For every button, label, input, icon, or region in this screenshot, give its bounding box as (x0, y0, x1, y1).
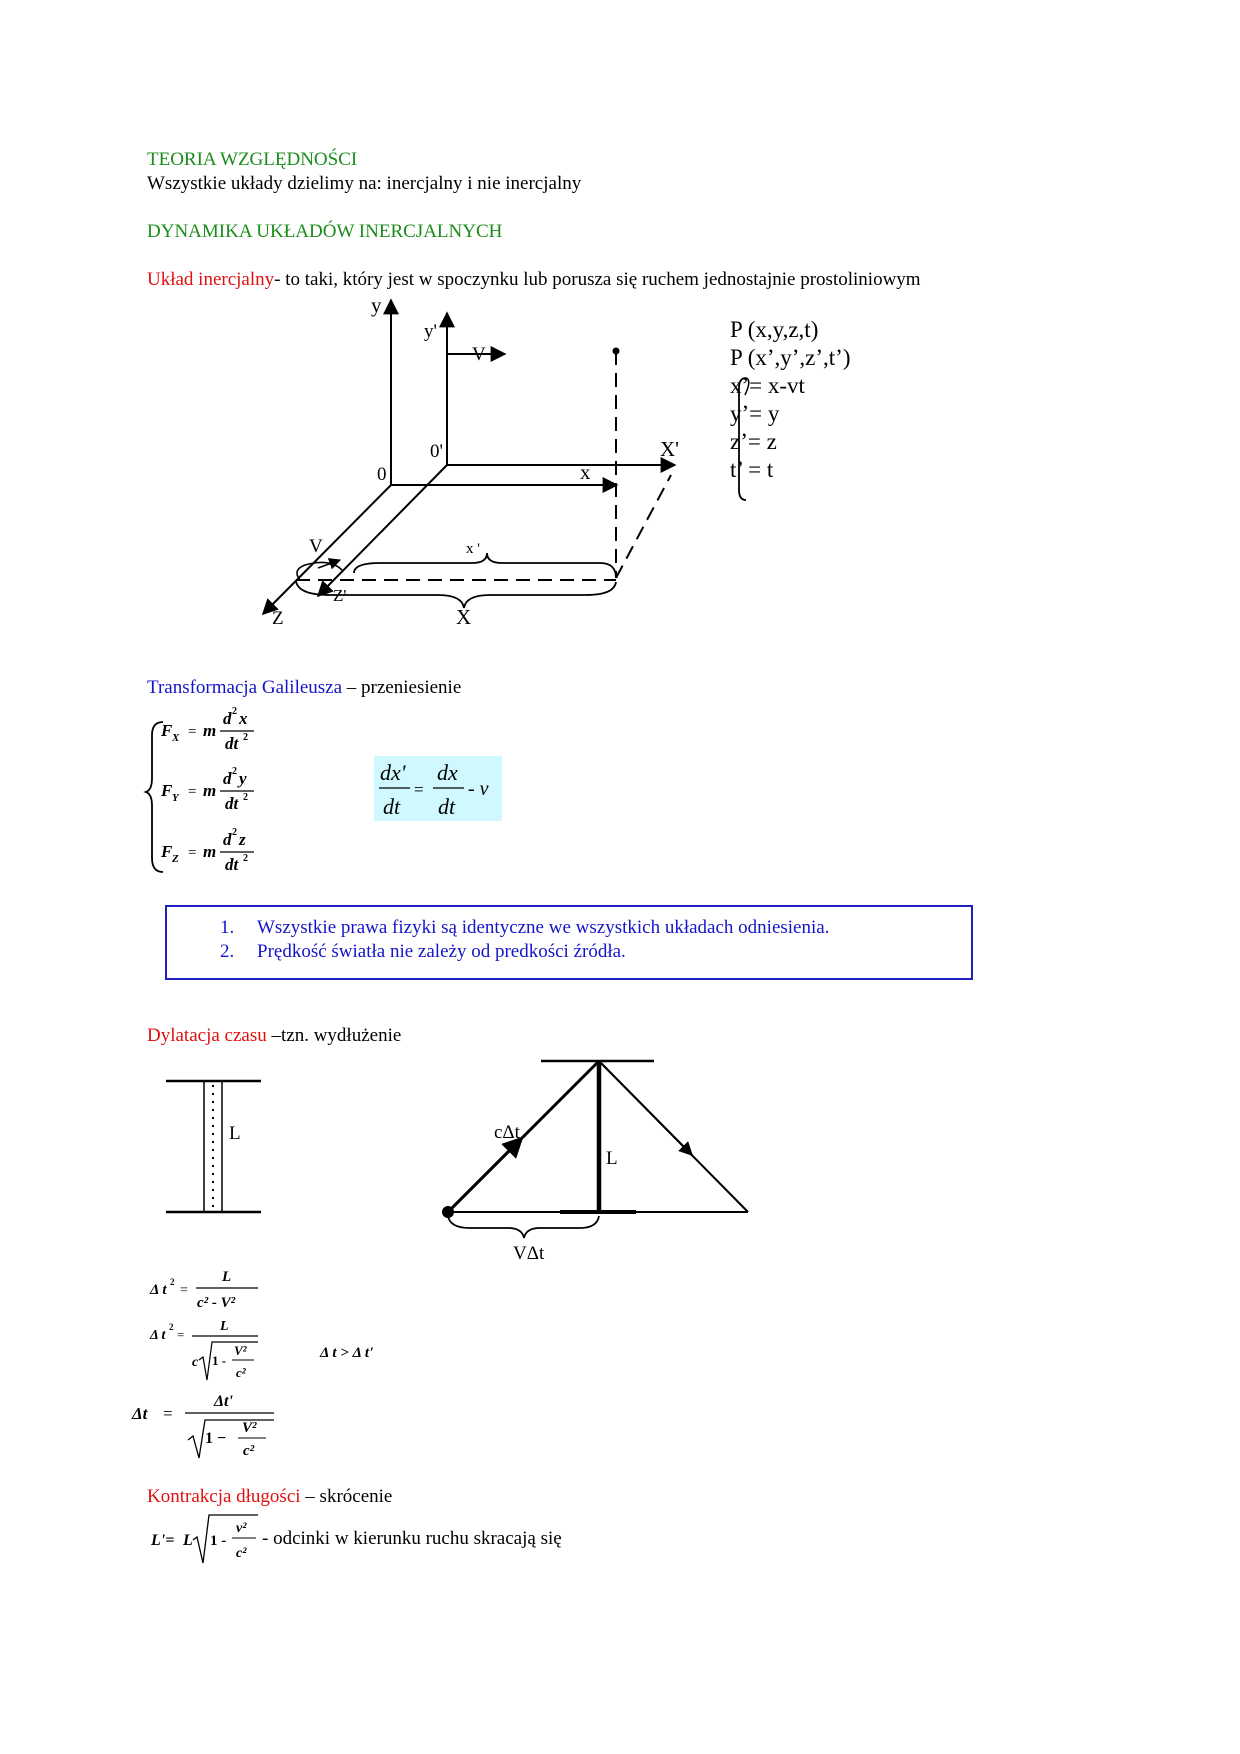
f3-one: 1 − (205, 1430, 227, 1447)
fz-den-sq: 2 (243, 853, 248, 864)
label-origin: 0 (377, 464, 387, 485)
velocity-minus-v: - v (468, 778, 489, 800)
fz-num-z: z (239, 830, 246, 849)
velocity-den1: dt (383, 794, 401, 819)
fy-num-sq: 2 (232, 766, 237, 777)
contraction-lhs: L'= (151, 1532, 175, 1549)
label-L-right: L (606, 1148, 618, 1169)
label-z-prime: Z' (333, 586, 347, 605)
velocity-den2: dt (438, 794, 456, 819)
velocity-eq: = (414, 780, 424, 799)
velocity-num2: dx (437, 760, 458, 785)
dilation-definition: –tzn. wydłużenie (266, 1025, 402, 1046)
f2-den-c2: c² (236, 1365, 246, 1380)
postulate-2-text: Prędkość światła nie zależy od predkości źródła. (257, 941, 626, 962)
fx-num-sq: 2 (232, 706, 237, 717)
fx-lhs: F (161, 721, 173, 740)
fy-sub: Y (172, 792, 179, 804)
f2-num: L (220, 1319, 229, 1334)
f1-den: c² - V² (197, 1295, 236, 1311)
svg-text:2: 2 (170, 1277, 175, 1287)
f3-eq: = (163, 1404, 173, 1423)
label-v: V (472, 344, 486, 365)
f2-den-c: c (192, 1355, 199, 1370)
f1-eq: = (180, 1283, 188, 1298)
dilation-term: Dylatacja czasu (147, 1025, 267, 1046)
f2-eq: = (177, 1327, 185, 1342)
postulate-1-num: 1. (220, 917, 235, 938)
f1-lhs: Δ t (150, 1282, 167, 1298)
contraction-term: Kontrakcja długości (147, 1486, 301, 1507)
label-vdt: VΔt (513, 1243, 545, 1264)
label-z: Z (272, 608, 284, 629)
dynamics-heading: DYNAMIKA UKŁADÓW INERCJALNYCH (147, 221, 503, 242)
label-x-brace: X (456, 605, 472, 629)
eq-p-prime: P (x’,y’,z’,t’) (730, 345, 851, 370)
contraction-L: L (183, 1532, 193, 1549)
f2-lhs: Δ t (150, 1328, 166, 1343)
galileo-term: Transformacja Galileusza (147, 677, 343, 698)
fx-sub: X (172, 732, 180, 744)
fy-lhs: F (161, 781, 173, 800)
fy-m: m (203, 781, 217, 800)
contraction-definition: – skrócenie (300, 1486, 393, 1507)
eq-y-prime: y’= y (730, 401, 780, 426)
fz-sub: Z (172, 853, 179, 865)
label-y: y (371, 293, 382, 317)
fx-num-x: x (239, 709, 248, 728)
fy-num-y: y (239, 769, 247, 788)
label-x: x (580, 460, 591, 484)
fy-eq: = (188, 784, 197, 800)
label-x-prime-brace: x ' (466, 541, 480, 557)
contraction-note: - odcinki w kierunku ruchu skracają się (262, 1528, 562, 1549)
contraction-one: 1 - (210, 1533, 227, 1549)
fy-den-sq: 2 (243, 792, 248, 803)
f1-num: L (222, 1269, 232, 1285)
document-title: TEORIA WZGLĘDNOŚCI (147, 149, 358, 170)
label-x-prime: X' (660, 437, 679, 461)
f3-num: Δt' (214, 1393, 233, 1410)
fx-num-d: d (223, 709, 232, 728)
label-y-prime: y' (424, 321, 437, 342)
fz-den: dt (225, 855, 239, 874)
label-cdt: cΔt (494, 1122, 520, 1143)
label-v-small: V (309, 536, 323, 557)
label-origin-prime: 0' (430, 441, 443, 462)
label-L-left: L (229, 1123, 241, 1144)
fy-num-d: d (223, 769, 232, 788)
eq-x-prime: x’= x-vt (730, 373, 805, 398)
fz-num-sq: 2 (232, 827, 237, 838)
fx-eq: = (188, 724, 197, 740)
f3-lhs: Δt (132, 1404, 148, 1423)
inertial-definition: - to taki, który jest w spoczynku lub porusza się ruchem jednostajnie prostoliniowym (274, 269, 921, 290)
f3-v2: V² (242, 1420, 257, 1436)
svg-text:2: 2 (169, 1322, 174, 1332)
fz-eq: = (188, 845, 197, 861)
inertial-term: Układ inercjalny (147, 269, 275, 290)
fz-m: m (203, 842, 217, 861)
postulate-1-text: Wszystkie prawa fizyki są identyczne we wszystkich układach odniesienia. (257, 917, 830, 938)
f2-den-one: 1 - (212, 1353, 227, 1368)
fz-num-d: d (223, 830, 232, 849)
fx-den-sq: 2 (243, 732, 248, 743)
fz-lhs: F (161, 842, 173, 861)
f2-den-v2: V² (234, 1343, 247, 1358)
postulate-2-num: 2. (220, 941, 235, 962)
dilation-inequality: Δ t > Δ t' (320, 1345, 374, 1361)
eq-t-prime: t’ = t (730, 457, 774, 482)
contraction-v2: v² (236, 1521, 247, 1536)
f3-c2: c² (243, 1443, 255, 1459)
eq-p: P (x,y,z,t) (730, 317, 819, 342)
fy-den: dt (225, 794, 239, 813)
galileo-definition: – przeniesienie (342, 677, 462, 698)
velocity-num1: dx' (380, 760, 406, 785)
fx-den: dt (225, 734, 239, 753)
eq-z-prime: z’= z (730, 429, 777, 454)
contraction-c2: c² (236, 1546, 247, 1561)
intro-text: Wszystkie układy dzielimy na: inercjalny i nie inercjalny (147, 173, 582, 194)
fx-m: m (203, 721, 217, 740)
